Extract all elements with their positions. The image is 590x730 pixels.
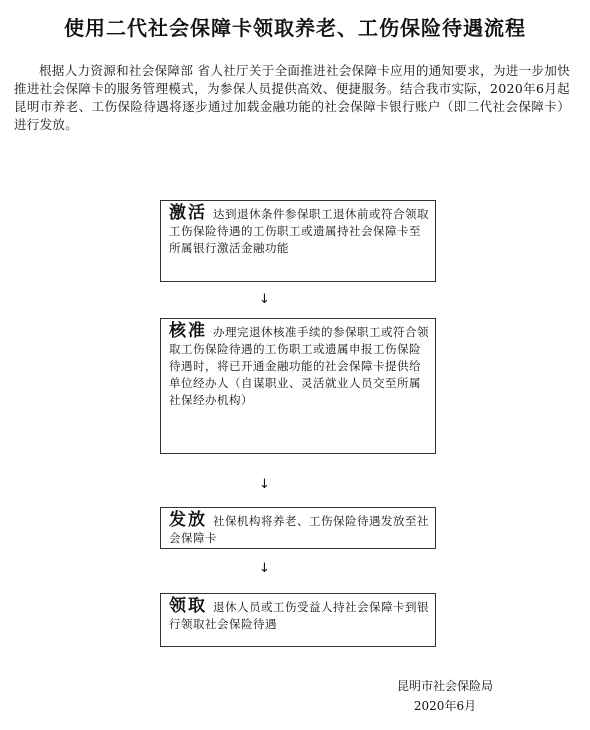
arrow-down-icon: ↓ xyxy=(259,561,270,576)
step-collect-text: 退休人员或工伤受益人持社会保障卡到银行领取社会保险待遇 xyxy=(169,600,429,631)
page-title: 使用二代社会保障卡领取养老、工伤保险待遇流程 xyxy=(64,16,526,40)
step-approve-box xyxy=(160,318,436,454)
arrow-down-icon: ↓ xyxy=(259,477,270,492)
step-collect-heading: 领取 xyxy=(169,596,207,616)
step-approve-heading: 核准 xyxy=(169,321,207,341)
step-activate-heading: 激活 xyxy=(169,203,207,223)
signature-org: 昆明市社会保险局 xyxy=(396,679,493,693)
step-collect-box xyxy=(160,593,436,647)
step-activate-text: 达到退休条件参保职工退休前或符合领取工伤保险待遇的工伤职工或遗属持社会保障卡至所属银行激活金融功能 xyxy=(169,207,429,255)
step-issue-heading: 发放 xyxy=(169,510,207,530)
step-issue-text: 社保机构将养老、工伤保险待遇发放至社会保障卡 xyxy=(169,514,429,545)
step-activate-box xyxy=(160,200,436,282)
arrow-down-icon: ↓ xyxy=(259,292,270,307)
step-issue-box xyxy=(160,507,436,549)
intro-paragraph: 根据人力资源和社会保障部 省人社厅关于全面推进社会保障卡应用的通知要求，为进一步加快推进社会保障卡的服务管理模式，为参保人员提供高效、便捷服务。结合我市实际，2020年6月起昆明市养老、工伤保险待遇将逐步通过加载金融功能的社会保障卡银行账户（即二代社会保障卡）进行发放。 xyxy=(14,63,570,132)
step-approve-text: 办理完退休核准手续的参保职工或符合领取工伤保险待遇的工伤职工或遗属申报工伤保险待遇时，将已开通金融功能的社会保障卡提供给单位经办人（自谋职业、灵活就业人员交至所属社保经办机构） xyxy=(169,325,429,407)
signature-date: 2020年6月 xyxy=(413,699,477,713)
